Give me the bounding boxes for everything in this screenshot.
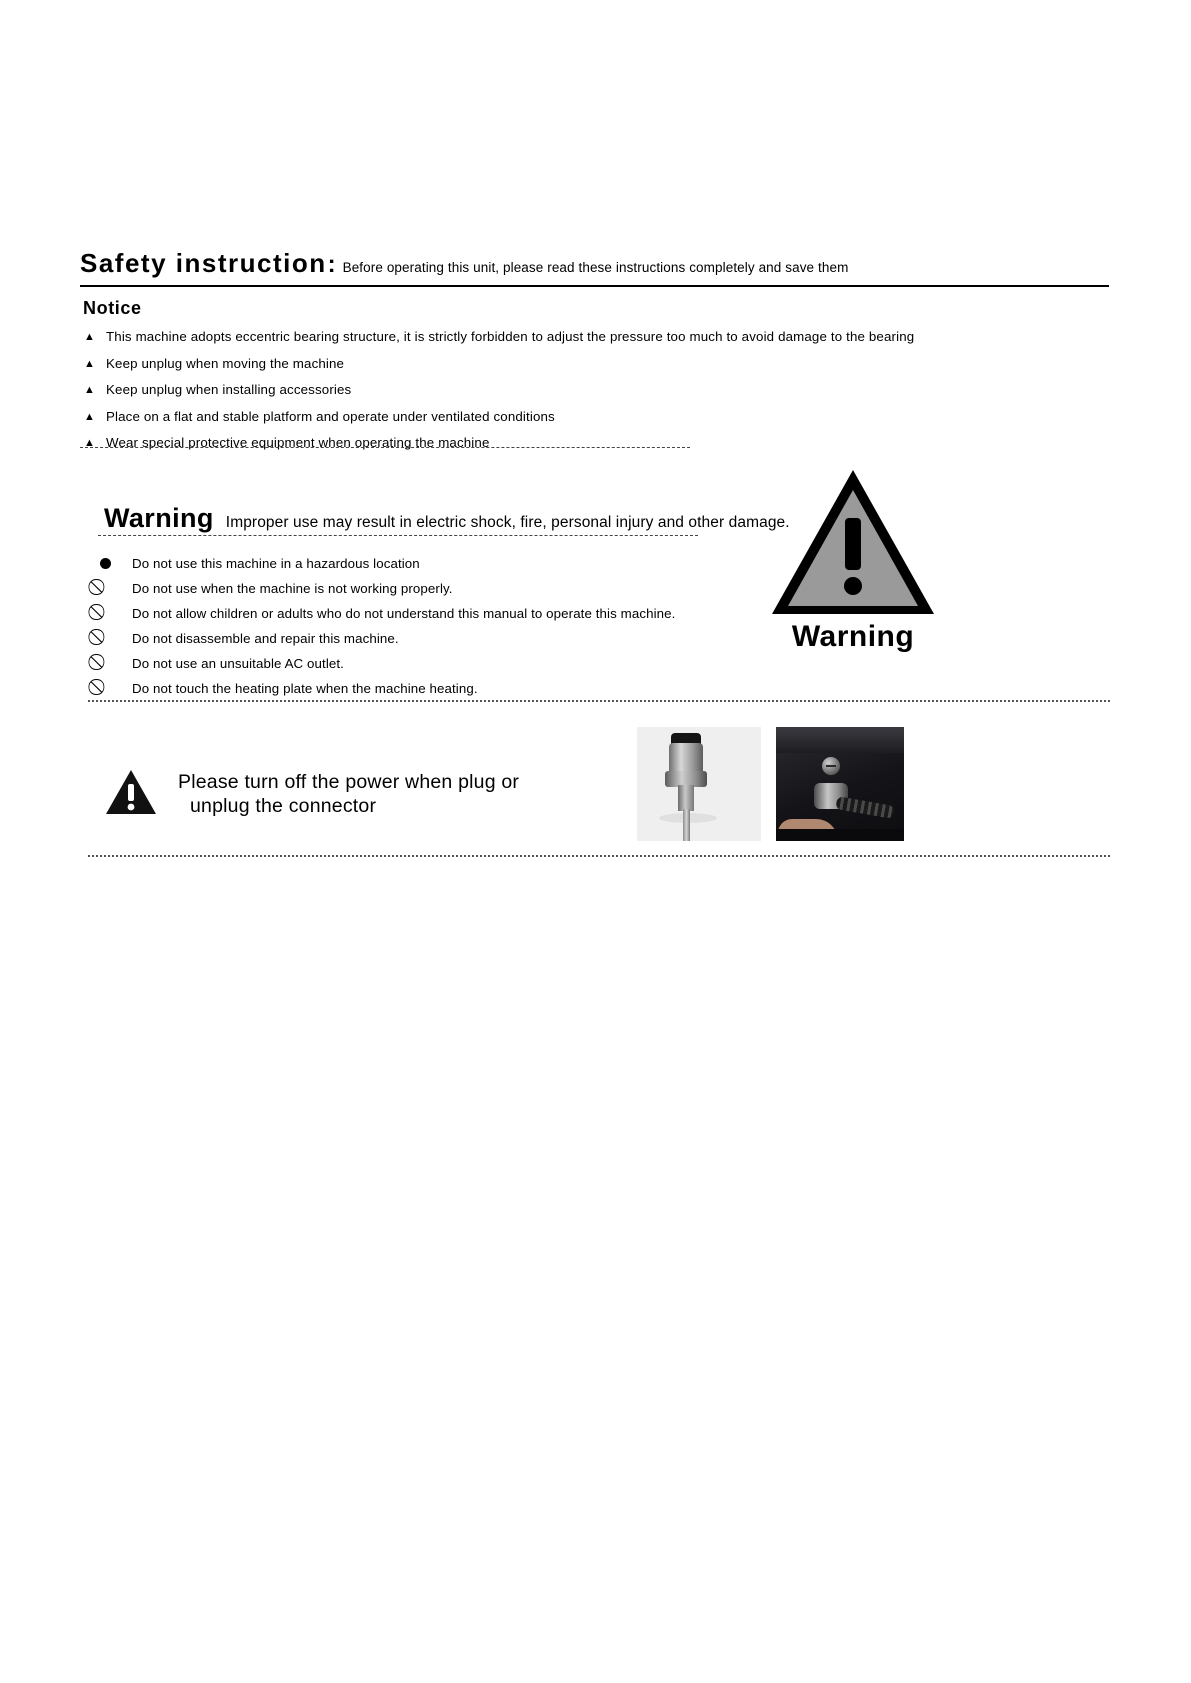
list-item [84, 355, 1094, 373]
warning-item-text: Do not use this machine in a hazardous location [132, 556, 420, 571]
warning-item-text: Do not use when the machine is not working properly. [132, 581, 453, 596]
list-item [100, 580, 820, 597]
triangle-bullet-icon: ▲ [84, 410, 95, 423]
list-item [100, 680, 820, 697]
panel-bottom [776, 829, 904, 841]
plug-notice-line-2: unplug the connector [190, 795, 377, 817]
list-item [100, 605, 820, 622]
no-entry-bullet-icon [100, 605, 132, 621]
plug-notice-text [178, 770, 598, 818]
notice-heading: Notice [83, 298, 142, 318]
machine-socket-photo [776, 727, 904, 841]
warning-item-text: Do not allow children or adults who do not understand this manual to operate this machine. [132, 606, 676, 621]
plug-notice-line-1: Please turn off the power when plug or [178, 771, 520, 793]
triangle-bullet-icon: ▲ [84, 357, 95, 370]
notice-list [84, 328, 1094, 461]
warning-sign-label: Warning [791, 620, 915, 653]
plug-warning-icon-wrap [104, 768, 158, 821]
title-colon: : [327, 251, 336, 278]
list-item [84, 408, 1094, 426]
connector-stem [678, 785, 694, 811]
list-item [100, 555, 820, 572]
dotted-divider-top [88, 700, 1110, 702]
machine-panel-edge [776, 727, 904, 753]
dotted-divider-bottom [88, 855, 1110, 857]
header-divider [80, 285, 1109, 287]
notice-item-text: Place on a flat and stable platform and operate under ventilated conditions [106, 408, 555, 424]
safety-instruction-header [80, 248, 1110, 279]
warning-triangle-icon [104, 768, 158, 816]
warning-item-text: Do not disassemble and repair this machine. [132, 631, 399, 646]
notice-item-text: Keep unplug when installing accessories [106, 382, 352, 397]
warning-item-text: Do not use an unsuitable AC outlet. [132, 656, 344, 671]
list-item [84, 381, 1094, 399]
no-entry-bullet-icon [100, 680, 132, 696]
no-entry-bullet-icon [100, 630, 132, 646]
warning-heading: Warning [104, 503, 214, 533]
list-item [84, 434, 1094, 452]
triangle-bullet-icon: ▲ [84, 384, 95, 396]
warning-sign [768, 466, 938, 654]
connector-wire [683, 809, 690, 841]
list-item [100, 655, 820, 672]
warning-list [100, 555, 820, 705]
no-entry-bullet-icon [100, 655, 132, 671]
notice-item-text: Wear special protective equipment when operating the machine [106, 435, 490, 450]
list-item [100, 630, 820, 647]
warning-item-text: Do not touch the heating plate when the machine heating. [132, 681, 478, 696]
dashed-divider-warning [98, 535, 698, 536]
no-entry-bullet-icon [100, 580, 132, 596]
dashed-divider-top [80, 447, 690, 448]
filled-circle-bullet-icon [100, 555, 132, 572]
safety-subtitle: Before operating this unit, please read these instructions completely and save them [342, 260, 849, 275]
notice-item-text: Keep unplug when moving the machine [106, 355, 345, 371]
warning-header [104, 503, 790, 534]
connector-photo [637, 727, 761, 841]
triangle-bullet-icon: ▲ [84, 331, 95, 343]
warning-triangle-icon [768, 466, 938, 618]
warning-subtitle: Improper use may result in electric shock, fire, personal injury and other damage. [225, 514, 790, 531]
panel-screw [822, 757, 840, 775]
page-title: Safety instruction [80, 248, 327, 278]
triangle-bullet-icon: ▲ [84, 437, 95, 449]
list-item [84, 328, 1094, 346]
notice-item-text: This machine adopts eccentric bearing structure, it is strictly forbidden to adjust the pressure too much to avoid damage to the bearing [106, 329, 915, 344]
